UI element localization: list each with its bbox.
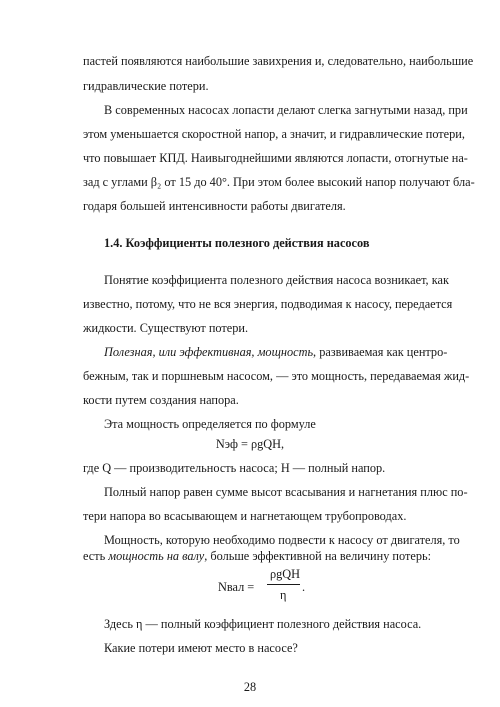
formula-tail: . xyxy=(302,580,306,594)
paragraph-line: Эта мощность определяется по формуле xyxy=(104,417,316,431)
page-number: 28 xyxy=(243,680,257,694)
paragraph-line: Здесь η — полный коэффициент полезного действия насоса. xyxy=(104,617,422,631)
paragraph-line: Какие потери имеют место в насосе? xyxy=(104,641,298,655)
fraction-bar xyxy=(267,584,300,585)
paragraph-line: Мощность, которую необходимо подвести к насосу от двигателя, то xyxy=(104,533,460,547)
formula-shaft-power xyxy=(218,565,308,611)
paragraph-line: Полный напор равен сумме высот всасывания и нагнетания плюс по- xyxy=(104,485,468,499)
paragraph-line: годаря большей интенсивности работы двигателя. xyxy=(83,199,346,213)
paragraph-line: где Q — производительность насоса; H — полный напор. xyxy=(83,461,386,475)
section-heading: 1.4. Коэффициенты полезного действия насосов xyxy=(104,236,370,250)
formula-effective-power: Nэф = ρgQH, xyxy=(215,437,285,451)
italic-term: мощность на валу xyxy=(108,549,205,563)
paragraph-line: Понятие коэффициента полезного действия насоса возникает, как xyxy=(104,273,449,287)
paragraph-line: бежным, так и поршневым насосом, — это мощность, передаваемая жид- xyxy=(83,369,470,383)
paragraph-line: что повышает КПД. Наивыгоднейшими являются лопасти, отогнутые на- xyxy=(83,151,468,165)
formula-numerator: ρgQH xyxy=(270,567,301,581)
italic-term: Полезная, или эффективная, мощность xyxy=(104,345,314,359)
paragraph-line: известно, потому, что не вся энергия, подводимая к насосу, передается xyxy=(83,297,453,311)
paragraph-line: пастей появляются наибольшие завихрения и, следовательно, наибольшие xyxy=(83,54,474,68)
paragraph-line: В современных насосах лопасти делают слегка загнутыми назад, при xyxy=(104,103,468,117)
formula-denominator: η xyxy=(280,588,287,602)
paragraph-line: гидравлические потери. xyxy=(83,79,209,93)
paragraph-line: Полезная, или эффективная, мощность, развиваемая как центро- xyxy=(104,345,448,359)
paragraph-line: кости путем создания напора. xyxy=(83,393,239,407)
paragraph-line: тери напора во всасывающем и нагнетающем трубопроводах. xyxy=(83,509,407,523)
formula-lhs: Nвал = xyxy=(218,580,255,594)
paragraph-line: есть мощность на валу, больше эффективной на величину потерь: xyxy=(83,549,431,563)
paragraph-line: этом уменьшается скоростной напор, а значит, и гидравлические потери, xyxy=(83,127,465,141)
paragraph-line: зад с углами β₂ от 15 до 40°. При этом более высокий напор получают бла- xyxy=(83,175,475,189)
paragraph-line: жидкости. Существуют потери. xyxy=(83,321,249,335)
